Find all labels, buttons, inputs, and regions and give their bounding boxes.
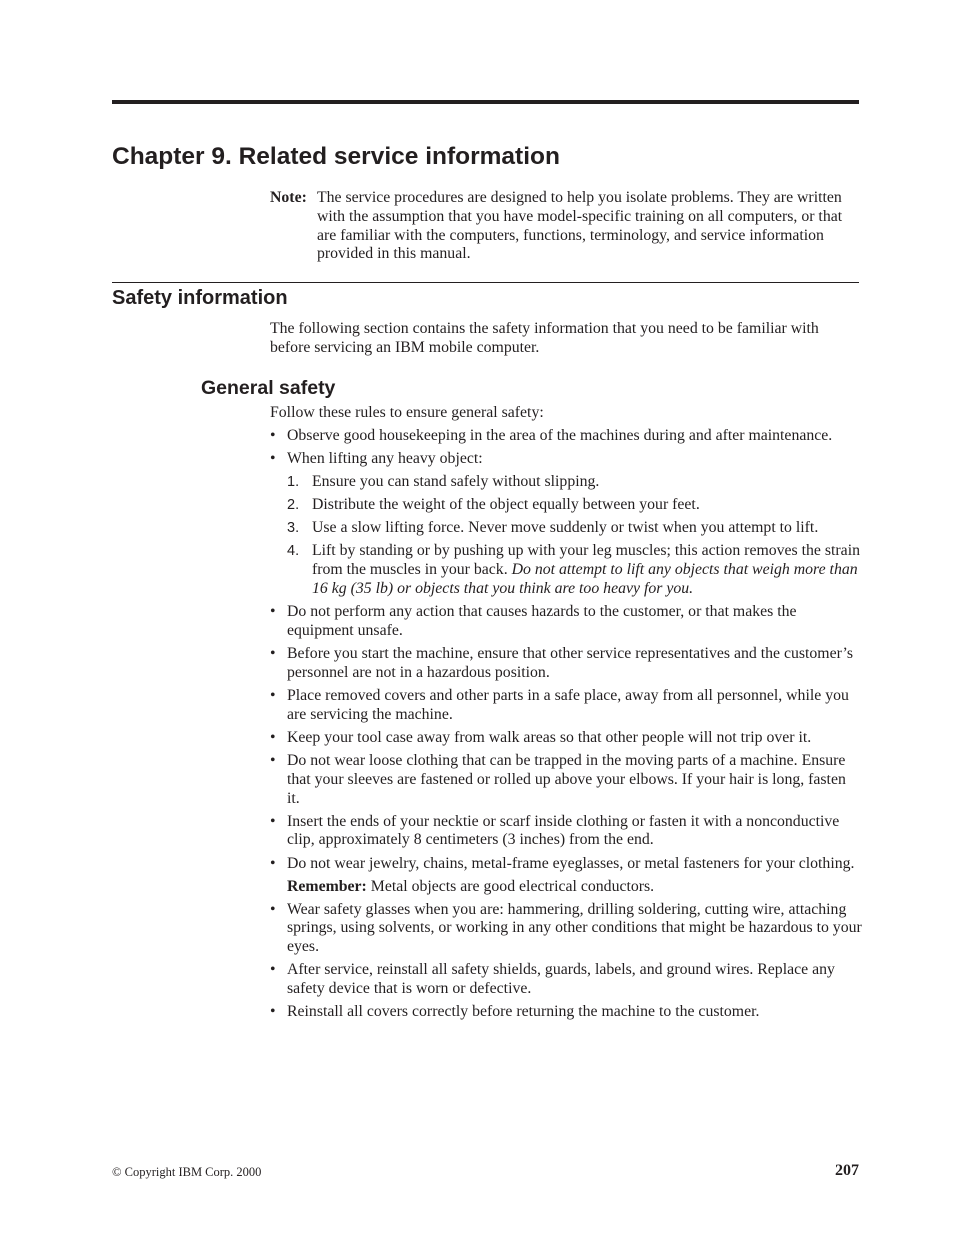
note-block <box>270 189 862 264</box>
general-safety-intro: Follow these rules to ensure general safety: <box>270 404 544 421</box>
safety-rule-text: Observe good housekeeping in the area of the machines during and after maintenance. <box>287 427 833 444</box>
bullet-icon: • <box>270 961 276 979</box>
safety-rule-item <box>270 729 862 748</box>
step-text: Ensure you can stand safely without slipping. <box>312 473 600 491</box>
note-text: The service procedures are designed to help you isolate problems. They are written with the assumption that you have model-specific training on all computers, or that are familiar with the computers, functions, terminology, and service information provided in this manual. <box>317 189 843 263</box>
step-number: 4. <box>287 543 300 560</box>
safety-rule-item <box>270 645 862 683</box>
safety-rule-item <box>270 427 862 446</box>
chapter-title: Chapter 9. Related service information <box>112 143 560 170</box>
safety-rule-item <box>270 450 862 599</box>
safety-rule-text: Do not wear jewelry, chains, metal-frame eyeglasses, or metal fasteners for your clothing. <box>287 854 855 872</box>
safety-rule-text: Place removed covers and other parts in a safe place, away from all personnel, while you are servicing the machine. <box>287 686 849 723</box>
safety-rule-text: When lifting any heavy object: <box>287 450 483 468</box>
remember-note <box>287 878 862 897</box>
bullet-icon: • <box>270 645 276 663</box>
safety-rules-list <box>270 427 862 1026</box>
step-number: 2. <box>287 497 300 514</box>
bullet-icon: • <box>270 728 276 746</box>
safety-rule-item <box>270 1003 862 1022</box>
safety-rule-text: Keep your tool case away from walk areas so that other people will not trip over it. <box>287 728 812 746</box>
bullet-icon: • <box>270 751 276 769</box>
step-number: 1. <box>287 474 300 491</box>
lifting-step <box>287 542 862 598</box>
bullet-icon: • <box>270 450 276 468</box>
page-number: 207 <box>835 1162 859 1179</box>
safety-rule-item <box>270 813 862 851</box>
safety-rule-item <box>270 752 862 808</box>
safety-rule-text: Insert the ends of your necktie or scarf inside clothing or fasten it with a nonconductive clip, approximately 8 centimeters (3 inches) from the end. <box>287 812 840 849</box>
safety-rule-text: Do not perform any action that causes hazards to the customer, or that makes the equipment unsafe. <box>287 603 797 639</box>
safety-rule-text: Reinstall all covers correctly before returning the machine to the customer. <box>287 1003 760 1021</box>
safety-rule-item <box>270 901 862 957</box>
section-rule <box>112 282 859 283</box>
safety-rule-item <box>270 961 862 999</box>
step-text: Lift by standing or by pushing up with your leg muscles; this action removes the strain from the muscles in your back. <box>312 542 860 579</box>
bullet-icon: • <box>270 686 276 704</box>
safety-rule-text: After service, reinstall all safety shields, guards, labels, and ground wires. Replace any safety device that is worn or defective. <box>287 961 835 998</box>
safety-rule-text: Wear safety glasses when you are: hammering, drilling soldering, cutting wire, attaching springs, using solvents, or working in any other conditions that might be hazardous to your eyes. <box>287 900 862 956</box>
lifting-steps-list <box>287 473 862 599</box>
copyright-notice: © Copyright IBM Corp. 2000 <box>112 1165 262 1179</box>
bullet-icon: • <box>270 427 276 444</box>
safety-rule-item <box>270 855 862 897</box>
lifting-step <box>287 496 862 515</box>
remember-text: Metal objects are good electrical conductors. <box>370 877 655 895</box>
bullet-icon: • <box>270 812 276 830</box>
note-label: Note: <box>270 189 307 206</box>
safety-rule-item <box>270 687 862 725</box>
step-text: Use a slow lifting force. Never move suddenly or twist when you attempt to lift. <box>312 519 819 537</box>
bullet-icon: • <box>270 854 276 872</box>
general-safety-heading: General safety <box>201 377 336 399</box>
lifting-step <box>287 473 862 492</box>
safety-intro: The following section contains the safety information that you need to be familiar with before servicing an IBM mobile computer. <box>270 320 819 356</box>
safety-rule-text: Before you start the machine, ensure that other service representatives and the customer’s personnel are not in a hazardous position. <box>287 645 853 681</box>
safety-rule-text: Do not wear loose clothing that can be trapped in the moving parts of a machine. Ensure that your sleeves are fastened or rolled up above your elbows. If your hair is long, fasten it. <box>287 751 846 807</box>
bullet-icon: • <box>270 900 276 918</box>
step-number: 3. <box>287 520 300 537</box>
chapter-top-rule <box>112 100 859 104</box>
bullet-icon: • <box>270 603 276 621</box>
remember-label: Remember: <box>287 877 367 895</box>
safety-rule-item <box>270 603 862 641</box>
bullet-icon: • <box>270 1003 276 1021</box>
step-warning-text: Do not attempt to lift any objects that weigh more than 16 kg (35 lb) or objects that you think are too heavy for you. <box>312 561 858 598</box>
step-text: Distribute the weight of the object equally between your feet. <box>312 496 700 514</box>
safety-heading: Safety information <box>112 287 288 309</box>
lifting-step <box>287 519 862 538</box>
